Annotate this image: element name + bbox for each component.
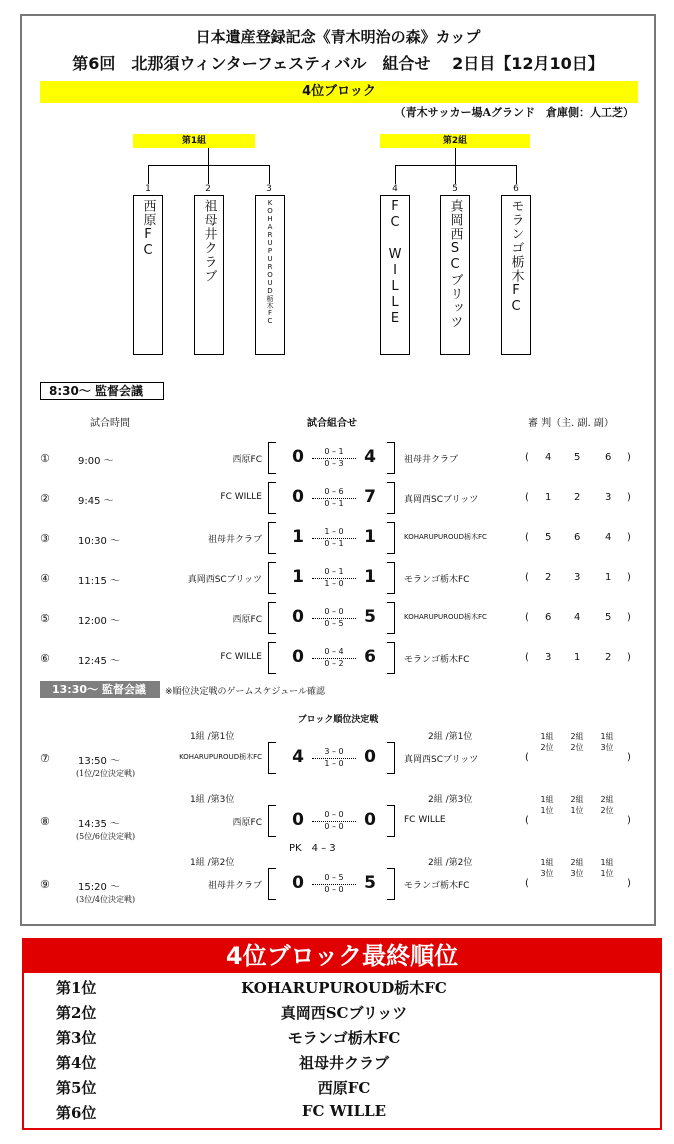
score-bracket-left [268, 642, 276, 674]
second-half-score: 1 – 0 [324, 579, 344, 588]
away-team: KOHARUPUROUD栃木FC [404, 613, 487, 621]
match-number: ② [40, 492, 50, 505]
team-number: 1 [145, 184, 151, 194]
match-time: 12:00 ～ [78, 616, 120, 627]
paren-close: ) [627, 492, 631, 503]
standing-team: 真岡西SCブリッツ [280, 1004, 408, 1022]
referee-main: 1 [545, 492, 552, 503]
referee-assistant: 1 [574, 652, 581, 663]
team-box [440, 195, 470, 355]
standing-place: 第6位 [56, 1104, 97, 1122]
away-team: KOHARUPUROUD栃木FC [404, 533, 487, 541]
referee-assistant: 3 [605, 492, 612, 503]
col-header-time: 試合時間 [90, 418, 130, 429]
team-name: 真岡西SCブリッツ [447, 199, 463, 329]
away-score: 6 [364, 647, 376, 667]
team-number: 3 [266, 184, 272, 194]
referee-assistant: 2組 2位 [570, 732, 584, 752]
block-banner: 4位ブロック [40, 81, 638, 103]
team-number: 6 [513, 184, 519, 194]
match-row [0, 642, 674, 682]
first-half-score: 0 – 4 [324, 647, 344, 656]
bracket-line [148, 165, 270, 166]
score-bracket-right [387, 805, 395, 837]
match-purpose: (5位/6位決定戦) [76, 832, 136, 841]
team-box [194, 195, 224, 355]
score-bracket-left [268, 602, 276, 634]
slot-away: 2組 /第2位 [428, 858, 473, 868]
away-score: 0 [364, 747, 376, 767]
home-score: 4 [292, 747, 304, 767]
away-score: 4 [364, 447, 376, 467]
match-number: ⑨ [40, 878, 50, 891]
standing-place: 第1位 [56, 979, 97, 997]
paren-close: ) [627, 815, 631, 826]
score-bracket-right [387, 482, 395, 514]
score-bracket-right [387, 742, 395, 774]
home-score: 1 [292, 567, 304, 587]
paren-close: ) [627, 452, 631, 463]
standing-team: KOHARUPUROUD栃木FC [241, 979, 447, 997]
first-half-score: 1 – 0 [324, 527, 344, 536]
standing-team: 西原FC [317, 1079, 371, 1097]
standing-team: モランゴ栃木FC [287, 1029, 401, 1047]
second-half-score: 1 – 0 [324, 759, 344, 768]
team-name: KOHARUPUROUD栃木FC [266, 199, 274, 325]
home-team: 西原FC [232, 615, 262, 625]
group-1-label: 第1組 [133, 134, 255, 148]
slot-away: 2組 /第3位 [428, 795, 473, 805]
match-time: 10:30 ～ [78, 536, 120, 547]
standing-row [24, 1052, 660, 1075]
col-header-referee: 審 判（主. 副. 副） [528, 418, 614, 429]
match-number: ④ [40, 572, 50, 585]
paren-close: ) [627, 532, 631, 543]
referee-main: 2 [545, 572, 552, 583]
slot-home: 1組 /第2位 [190, 858, 235, 868]
referee-main: 1組 1位 [540, 795, 554, 815]
paren-open: ( [525, 752, 529, 763]
match-row [0, 522, 674, 562]
paren-open: ( [525, 572, 529, 583]
match-time: 12:45 ～ [78, 656, 120, 667]
away-team: 真岡西SCブリッツ [404, 755, 479, 765]
away-team: モランゴ栃木FC [404, 575, 470, 585]
away-team: モランゴ栃木FC [404, 655, 470, 665]
standing-row [24, 1102, 660, 1125]
paren-close: ) [627, 572, 631, 583]
away-score: 5 [364, 873, 376, 893]
match-time: 9:45 ～ [78, 496, 114, 507]
match-number: ⑧ [40, 815, 50, 828]
final-standings-title: 4位ブロック最終順位 [24, 940, 660, 973]
first-half-score: 0 – 5 [324, 873, 344, 882]
paren-close: ) [627, 752, 631, 763]
pk-result: PK 4 – 3 [289, 843, 336, 854]
referee-assistant: 1組 3位 [600, 732, 614, 752]
referee-main: 1組 3位 [540, 858, 554, 878]
score-bracket-right [387, 602, 395, 634]
paren-open: ( [525, 532, 529, 543]
match-time: 13:50 ～ [78, 756, 120, 767]
match-row [0, 482, 674, 522]
home-score: 1 [292, 527, 304, 547]
bracket-line [395, 165, 517, 166]
referee-main: 3 [545, 652, 552, 663]
standing-place: 第5位 [56, 1079, 97, 1097]
match-number: ① [40, 452, 50, 465]
paren-open: ( [525, 815, 529, 826]
team-name: モランゴ栃木FC [508, 199, 524, 315]
standing-row [24, 1077, 660, 1100]
home-team: 西原FC [232, 818, 262, 828]
team-number: 2 [205, 184, 211, 194]
team-box [501, 195, 531, 355]
score-bracket-left [268, 868, 276, 900]
match-time: 15:20 ～ [78, 882, 120, 893]
home-score: 0 [292, 647, 304, 667]
meeting-note: ※順位決定戦のゲームスケジュール確認 [165, 687, 326, 697]
away-score: 1 [364, 567, 376, 587]
score-bracket-left [268, 482, 276, 514]
match-number: ⑦ [40, 752, 50, 765]
bracket-line [455, 148, 456, 165]
referee-main: 6 [545, 612, 552, 623]
team-box [133, 195, 163, 355]
away-score: 5 [364, 607, 376, 627]
team-number: 5 [452, 184, 458, 194]
bracket-line [148, 165, 149, 184]
referee-main: 1組 2位 [540, 732, 554, 752]
score-bracket-left [268, 442, 276, 474]
standing-place: 第4位 [56, 1054, 97, 1072]
away-score: 1 [364, 527, 376, 547]
match-time: 11:15 ～ [78, 576, 120, 587]
referee-assistant: 1組 1位 [600, 858, 614, 878]
score-bracket-left [268, 805, 276, 837]
standing-row [24, 1002, 660, 1025]
first-half-score: 0 – 0 [324, 810, 344, 819]
home-score: 0 [292, 487, 304, 507]
score-bracket-left [268, 522, 276, 554]
score-bracket-left [268, 742, 276, 774]
away-team: 真岡西SCブリッツ [404, 495, 479, 505]
home-team: FC WILLE [220, 492, 262, 502]
team-name: 祖母井クラブ [201, 199, 217, 283]
event-subtitle: 第6回 北那須ウィンターフェスティバル 組合せ 2日目【12月10日】 [72, 54, 604, 73]
match-row [0, 442, 674, 482]
group-2-label: 第2組 [380, 134, 530, 148]
referee-assistant: 5 [605, 612, 612, 623]
final-match-row [0, 795, 674, 854]
bracket-line [516, 165, 517, 184]
standing-row [24, 977, 660, 1000]
paren-open: ( [525, 652, 529, 663]
referee-assistant: 2 [605, 652, 612, 663]
cup-title: 日本遺産登録記念《青木明治の森》カップ [195, 28, 481, 46]
score-bracket-right [387, 442, 395, 474]
score-bracket-right [387, 522, 395, 554]
home-team: 祖母井クラブ [207, 881, 262, 891]
paren-open: ( [525, 492, 529, 503]
home-team: 西原FC [232, 455, 262, 465]
away-score: 7 [364, 487, 376, 507]
match-purpose: (3位/4位決定戦) [76, 895, 136, 904]
first-half-score: 0 – 6 [324, 487, 344, 496]
match-time: 9:00 ～ [78, 456, 114, 467]
home-team: 祖母井クラブ [207, 535, 262, 545]
home-score: 0 [292, 810, 304, 830]
bracket-line [208, 148, 209, 165]
home-team: KOHARUPUROUD栃木FC [179, 753, 262, 761]
meeting-header-2: 13:30～ 監督会議 [40, 681, 160, 698]
final-match-row [0, 732, 674, 782]
bracket-line [269, 165, 270, 184]
slot-away: 2組 /第1位 [428, 732, 473, 742]
bracket-line [208, 165, 209, 184]
finals-header: ブロック順位決定戦 [297, 715, 379, 725]
first-half-score: 0 – 1 [324, 567, 344, 576]
slot-home: 1組 /第1位 [190, 732, 235, 742]
away-team: モランゴ栃木FC [404, 881, 470, 891]
match-number: ⑤ [40, 612, 50, 625]
standing-team: FC WILLE [301, 1102, 387, 1120]
first-half-score: 3 – 0 [324, 747, 344, 756]
paren-open: ( [525, 878, 529, 889]
slot-home: 1組 /第3位 [190, 795, 235, 805]
standing-place: 第3位 [56, 1029, 97, 1047]
match-time: 14:35 ～ [78, 819, 120, 830]
col-header-match: 試合組合せ [307, 418, 357, 429]
home-score: 0 [292, 873, 304, 893]
away-score: 0 [364, 810, 376, 830]
away-team: FC WILLE [404, 815, 446, 825]
team-name: FC WILLE [387, 199, 403, 327]
match-row [0, 602, 674, 642]
score-bracket-right [387, 642, 395, 674]
referee-assistant: 6 [605, 452, 612, 463]
first-half-score: 0 – 1 [324, 447, 344, 456]
bracket-line [455, 165, 456, 184]
venue-label: （青木サッカー場Aグランド 倉庫側：人工芝） [394, 106, 634, 119]
referee-main: 5 [545, 532, 552, 543]
referee-assistant: 5 [574, 452, 581, 463]
referee-assistant: 1 [605, 572, 612, 583]
home-team: FC WILLE [220, 652, 262, 662]
match-row [0, 562, 674, 602]
paren-close: ) [627, 652, 631, 663]
referee-assistant: 4 [605, 532, 612, 543]
team-box [255, 195, 285, 355]
paren-close: ) [627, 878, 631, 889]
match-number: ③ [40, 532, 50, 545]
second-half-score: 0 – 1 [324, 539, 344, 548]
standing-row [24, 1027, 660, 1050]
second-half-score: 0 – 2 [324, 659, 344, 668]
second-half-score: 0 – 1 [324, 499, 344, 508]
standing-team: 祖母井クラブ [298, 1054, 389, 1072]
score-bracket-left [268, 562, 276, 594]
home-score: 0 [292, 447, 304, 467]
referee-assistant: 4 [574, 612, 581, 623]
referee-main: 4 [545, 452, 552, 463]
final-match-row [0, 858, 674, 908]
match-number: ⑥ [40, 652, 50, 665]
match-purpose: (1位/2位決定戦) [76, 769, 136, 778]
referee-assistant: 6 [574, 532, 581, 543]
paren-open: ( [525, 452, 529, 463]
home-score: 0 [292, 607, 304, 627]
second-half-score: 0 – 3 [324, 459, 344, 468]
standing-place: 第2位 [56, 1004, 97, 1022]
team-box [380, 195, 410, 355]
second-half-score: 0 – 0 [324, 885, 344, 894]
referee-assistant: 3 [574, 572, 581, 583]
score-bracket-right [387, 868, 395, 900]
team-name: 西原FC [140, 199, 156, 259]
score-bracket-right [387, 562, 395, 594]
paren-open: ( [525, 612, 529, 623]
first-half-score: 0 – 0 [324, 607, 344, 616]
final-standings [22, 938, 662, 1130]
home-team: 真岡西SCブリッツ [187, 575, 262, 585]
paren-close: ) [627, 612, 631, 623]
referee-assistant: 2 [574, 492, 581, 503]
bracket-line [395, 165, 396, 184]
referee-assistant: 2組 3位 [570, 858, 584, 878]
team-number: 4 [392, 184, 398, 194]
meeting-header: 8:30～ 監督会議 [40, 382, 164, 400]
second-half-score: 0 – 5 [324, 619, 344, 628]
referee-assistant: 2組 1位 [570, 795, 584, 815]
away-team: 祖母井クラブ [404, 455, 459, 465]
referee-assistant: 2組 2位 [600, 795, 614, 815]
second-half-score: 0 – 0 [324, 822, 344, 831]
